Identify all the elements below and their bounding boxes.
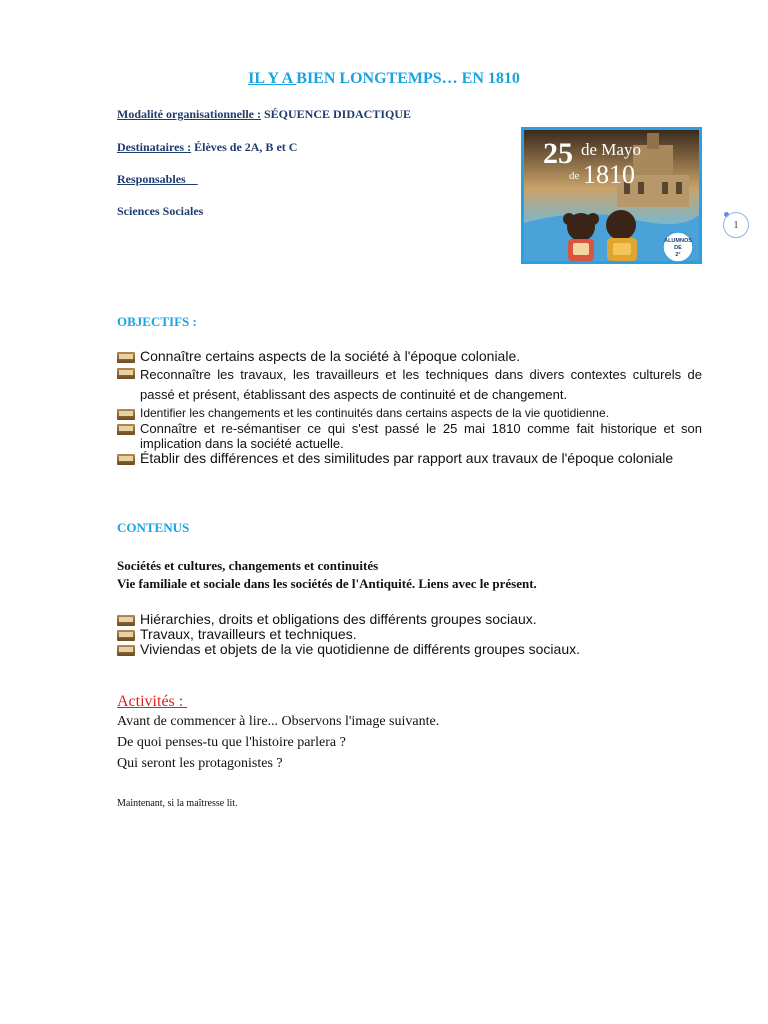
objectif-text: Reconnaître les travaux, les travailleurs et les techniques dans divers contextes culturels de passé et présent, établissant des aspects de continuité et de changement. [140,367,702,402]
title-rest: BIEN LONGTEMPS… EN 1810 [296,70,520,87]
destinataires-line [117,140,297,155]
objectifs-heading: OBJECTIFS : [117,314,197,329]
list-item [117,421,702,451]
responsables-line [117,172,198,187]
modalite-label: Modalité organisationnelle : [117,107,261,121]
contenu-text: Viviendas et objets de la vie quotidienne de différents groupes sociaux. [140,641,581,657]
activites-heading-text: Activités : [117,693,188,710]
may-25-1810-illustration [521,127,702,264]
contenus-subtitle-1: Sociétés et cultures, changements et continuités [117,558,379,573]
objectif-text: Identifier les changements et les continuités dans certains aspects de la vie quotidienne. [140,406,609,420]
badge-line1: ALUMNOS [664,238,692,244]
bullet-icon [117,368,135,379]
destinataires-value: Élèves de 2A, B et C [191,140,298,154]
list-item [117,349,702,364]
activite-line-1: Avant de commencer à lire... Observons l'image suivante. [117,714,440,729]
objectifs-list [117,349,702,466]
illustration-month: de Mayo [581,140,641,159]
responsables-label: Responsables [117,172,198,186]
contenu-text: Hiérarchies, droits et obligations des différents groupes sociaux. [140,611,537,627]
document-title [0,70,768,88]
badge-line2: DE [674,245,682,251]
subject-area: Sciences Sociales [117,204,204,218]
modalite-line [117,107,411,122]
list-item [117,642,702,657]
badge-line3: 2° [675,252,681,258]
list-item [117,612,702,627]
objectif-text: Connaître et re-sémantiser ce qui s'est passé le 25 mai 1810 comme fait historique et son implication dans la société actuelle. [140,421,702,451]
activite-line-3: Qui seront les protagonistes ? [117,756,283,771]
bullet-icon [117,454,135,465]
list-item [117,451,702,466]
activites-heading [117,693,187,711]
bullet-icon [117,630,135,641]
destinataires-label: Destinataires : [117,140,192,154]
activite-line-2: De quoi penses-tu que l'histoire parlera ? [117,735,346,750]
contenus-list [117,612,702,657]
bullet-icon [117,352,135,363]
alumnos-badge [663,232,693,262]
contenus-subtitle-2: Vie familiale et sociale dans les sociétés de l'Antiquité. Liens avec le présent. [117,576,537,591]
bullet-icon [117,424,135,435]
bullet-icon [117,645,135,656]
list-item [117,365,702,405]
bullet-icon [117,615,135,626]
title-underlined-part: IL Y A [248,70,297,87]
objectif-text: Établir des différences et des similitudes par rapport aux travaux de l'époque coloniale [140,450,674,466]
page-number: 1 [723,212,749,238]
contenu-text: Travaux, travailleurs et techniques. [140,626,357,642]
objectif-text: Connaître certains aspects de la société à l'époque coloniale. [140,348,521,364]
contenus-heading: CONTENUS [117,520,190,535]
illustration-day: 25 [543,137,573,170]
reading-note: Maintenant, si la maîtresse lit. [117,798,238,809]
bullet-icon [117,409,135,420]
illustration-year: 1810 [583,160,635,189]
list-item [117,406,702,421]
list-item [117,627,702,642]
modalite-value: SÉQUENCE DIDACTIQUE [261,107,412,121]
illustration-de: de [569,170,580,182]
